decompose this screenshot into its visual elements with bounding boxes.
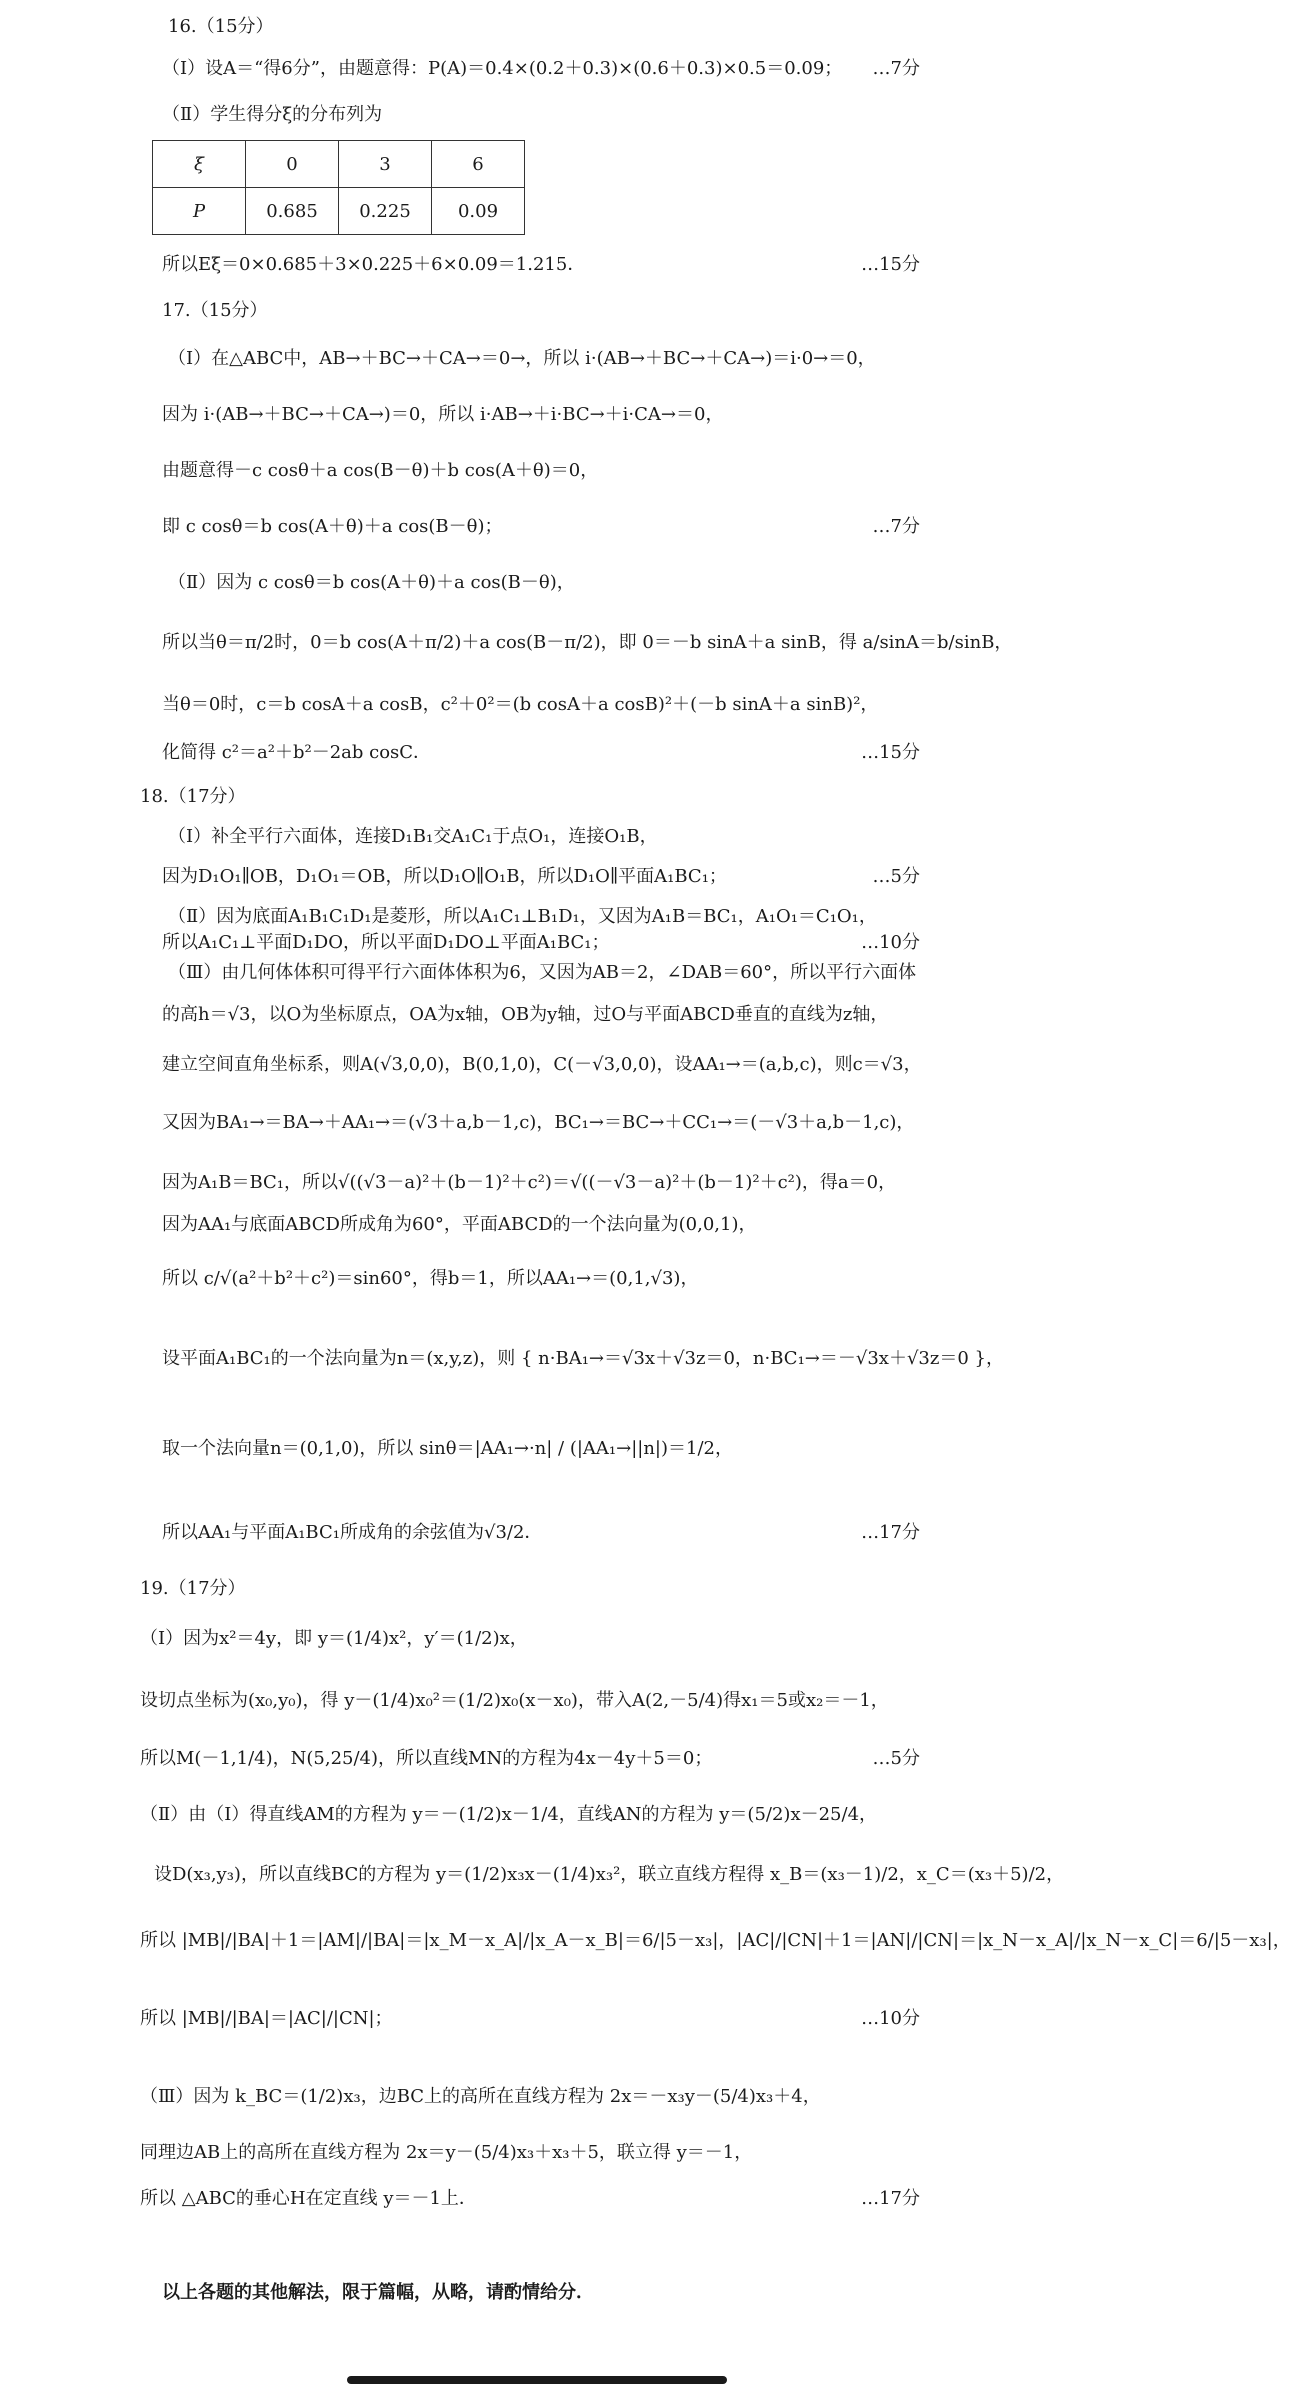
p18-line-5: （Ⅲ）由几何体体积可得平行六面体体积为6，又因为AB＝2，∠DAB＝60°，所以平行六面体 [168, 962, 917, 983]
problem-19-heading: 19.（17分） [140, 1578, 246, 1599]
table-cell: 0.09 [432, 188, 525, 235]
p18-line-2: 因为D₁O₁∥OB，D₁O₁＝OB，所以D₁O∥O₁B，所以D₁O∥平面A₁BC₁； [162, 866, 727, 887]
p17-line-3: 由题意得－c cosθ＋a cos(B－θ)＋b cos(A＋θ)＝0， [162, 460, 599, 481]
table-cell: 0 [246, 141, 339, 188]
table-cell: 6 [432, 141, 525, 188]
p19-line-8: （Ⅲ）因为 k_BC＝(1/2)x₃，边BC上的高所在直线方程为 2x＝－x₃y－(5/4)x₃＋4， [140, 2086, 821, 2107]
problem-18-heading: 18.（17分） [140, 786, 246, 807]
p19-score-3: …17分 [861, 2188, 920, 2209]
p18-line-1: （Ⅰ）补全平行六面体，连接D₁B₁交A₁C₁于点O₁，连接O₁B， [168, 826, 658, 847]
table-cell: 0.685 [246, 188, 339, 235]
p18-line-13: 取一个法向量n＝(0,1,0)，所以 sinθ＝|AA₁→·n| / (|AA₁→||n|)＝1/2， [162, 1438, 733, 1459]
p19-line-9: 同理边AB上的高所在直线方程为 2x＝y－(5/4)x₃＋x₃＋5，联立得 y＝－1， [140, 2142, 753, 2163]
p18-line-10: 因为AA₁与底面ABCD所成角为60°，平面ABCD的一个法向量为(0,0,1)， [162, 1214, 757, 1235]
distribution-table [152, 140, 525, 235]
p17-line-8: 化简得 c²＝a²＋b²－2ab cosC． [162, 742, 432, 763]
problem-16-heading: 16.（15分） [168, 16, 274, 37]
footer-note: 以上各题的其他解法，限于篇幅，从略，请酌情给分． [162, 2282, 594, 2303]
p18-score-1: …5分 [872, 866, 920, 887]
table-row [153, 188, 525, 235]
p17-line-4: 即 c cosθ＝b cos(A＋θ)＋a cos(B－θ)； [162, 516, 503, 537]
p18-line-7: 建立空间直角坐标系，则A(√3,0,0)，B(0,1,0)，C(－√3,0,0)，设AA₁→＝(a,b,c)，则c＝√3， [162, 1054, 922, 1075]
p16-score-1: …7分 [872, 58, 920, 79]
p17-line-1: （Ⅰ）在△ABC中，AB→＋BC→＋CA→＝0→，所以 i·(AB→＋BC→＋CA→)＝i·0→＝0， [168, 348, 876, 369]
p16-line-1: （Ⅰ）设A＝“得6分”，由题意得：P(A)＝0.4×(0.2＋0.3)×(0.6＋0.3)×0.5＝0.09； [162, 58, 843, 79]
p19-score-2: …10分 [861, 2008, 920, 2029]
p19-line-4: （Ⅱ）由（Ⅰ）得直线AM的方程为 y＝－(1/2)x－1/4，直线AN的方程为 y＝(5/2)x－25/4， [140, 1804, 878, 1825]
p17-line-6: 所以当θ＝π/2时，0＝b cos(A＋π/2)＋a cos(B－π/2)，即 0＝－b sinA＋a sinB，得 a/sinA＝b/sinB， [162, 632, 1013, 653]
p18-line-9: 因为A₁B＝BC₁，所以√((√3－a)²＋(b－1)²＋c²)＝√((－√3－a)²＋(b－1)²＋c²)，得a＝0， [162, 1172, 897, 1193]
table-cell: 3 [339, 141, 432, 188]
p19-line-2: 设切点坐标为(x₀,y₀)，得 y－(1/4)x₀²＝(1/2)x₀(x－x₀)，带入A(2,－5/4)得x₁＝5或x₂＝－1， [140, 1690, 889, 1711]
p18-score-2: …10分 [861, 932, 920, 953]
p17-line-5: （Ⅱ）因为 c cosθ＝b cos(A＋θ)＋a cos(B－θ)， [168, 572, 575, 593]
p18-line-8: 又因为BA₁→＝BA→＋AA₁→＝(√3＋a,b－1,c)，BC₁→＝BC→＋CC₁→＝(－√3＋a,b－1,c)， [162, 1112, 915, 1133]
p18-line-11: 所以 c/√(a²＋b²＋c²)＝sin60°，得b＝1，所以AA₁→＝(0,1,√3)， [162, 1268, 699, 1289]
table-row [153, 141, 525, 188]
p19-line-5: 设D(x₃,y₃)，所以直线BC的方程为 y＝(1/2)x₃x－(1/4)x₃²，联立直线方程得 x_B＝(x₃－1)/2，x_C＝(x₃＋5)/2， [154, 1864, 1065, 1885]
p17-score-1: …7分 [872, 516, 920, 537]
table-cell: P [153, 188, 246, 235]
p16-score-2: …15分 [861, 254, 920, 275]
problem-17-heading: 17.（15分） [162, 300, 268, 321]
p19-line-6: 所以 |MB|/|BA|＋1＝|AM|/|BA|＝|x_M－x_A|/|x_A－x_B|＝6/|5－x₃|，|AC|/|CN|＋1＝|AN|/|CN|＝|x_N－x_A|/|x_N－x_C|＝6/|5－x₃|， [140, 1930, 1291, 1951]
p19-line-7: 所以 |MB|/|BA|＝|AC|/|CN|； [140, 2008, 393, 2029]
p17-score-2: …15分 [861, 742, 920, 763]
p18-score-3: …17分 [861, 1522, 920, 1543]
p19-score-1: …5分 [872, 1748, 920, 1769]
p17-line-2: 因为 i·(AB→＋BC→＋CA→)＝0，所以 i·AB→＋i·BC→＋i·CA→＝0， [162, 404, 724, 425]
p18-line-12: 设平面A₁BC₁的一个法向量为n＝(x,y,z)，则 { n·BA₁→＝√3x＋√3z＝0，n·BC₁→＝－√3x＋√3z＝0 }， [162, 1348, 1004, 1369]
p19-line-3: 所以M(－1,1/4)，N(5,25/4)，所以直线MN的方程为4x－4y＋5＝0； [140, 1748, 713, 1769]
p18-line-6: 的高h＝√3，以O为坐标原点，OA为x轴，OB为y轴，过O与平面ABCD垂直的直线为z轴， [162, 1004, 889, 1025]
p16-line-3: 所以Eξ＝0×0.685＋3×0.225＋6×0.09＝1.215． [162, 254, 586, 275]
home-indicator[interactable] [347, 2376, 727, 2384]
p18-line-14: 所以AA₁与平面A₁BC₁所成角的余弦值为√3/2． [162, 1522, 543, 1543]
p19-line-1: （Ⅰ）因为x²＝4y，即 y＝(1/4)x²，y′＝(1/2)x， [140, 1628, 528, 1649]
table-cell: ξ [153, 141, 246, 188]
p19-line-10: 所以 △ABC的垂心H在定直线 y＝－1上． [140, 2188, 477, 2209]
table-cell: 0.225 [339, 188, 432, 235]
p18-line-3: （Ⅱ）因为底面A₁B₁C₁D₁是菱形，所以A₁C₁⊥B₁D₁，又因为A₁B＝BC₁，A₁O₁＝C₁O₁， [168, 906, 877, 927]
p18-line-4: 所以A₁C₁⊥平面D₁DO，所以平面D₁DO⊥平面A₁BC₁； [162, 932, 610, 953]
p16-line-2: （Ⅱ）学生得分ξ的分布列为 [162, 104, 383, 125]
p17-line-7: 当θ＝0时，c＝b cosA＋a cosB，c²＋0²＝(b cosA＋a cosB)²＋(－b sinA＋a sinB)²， [162, 694, 879, 715]
